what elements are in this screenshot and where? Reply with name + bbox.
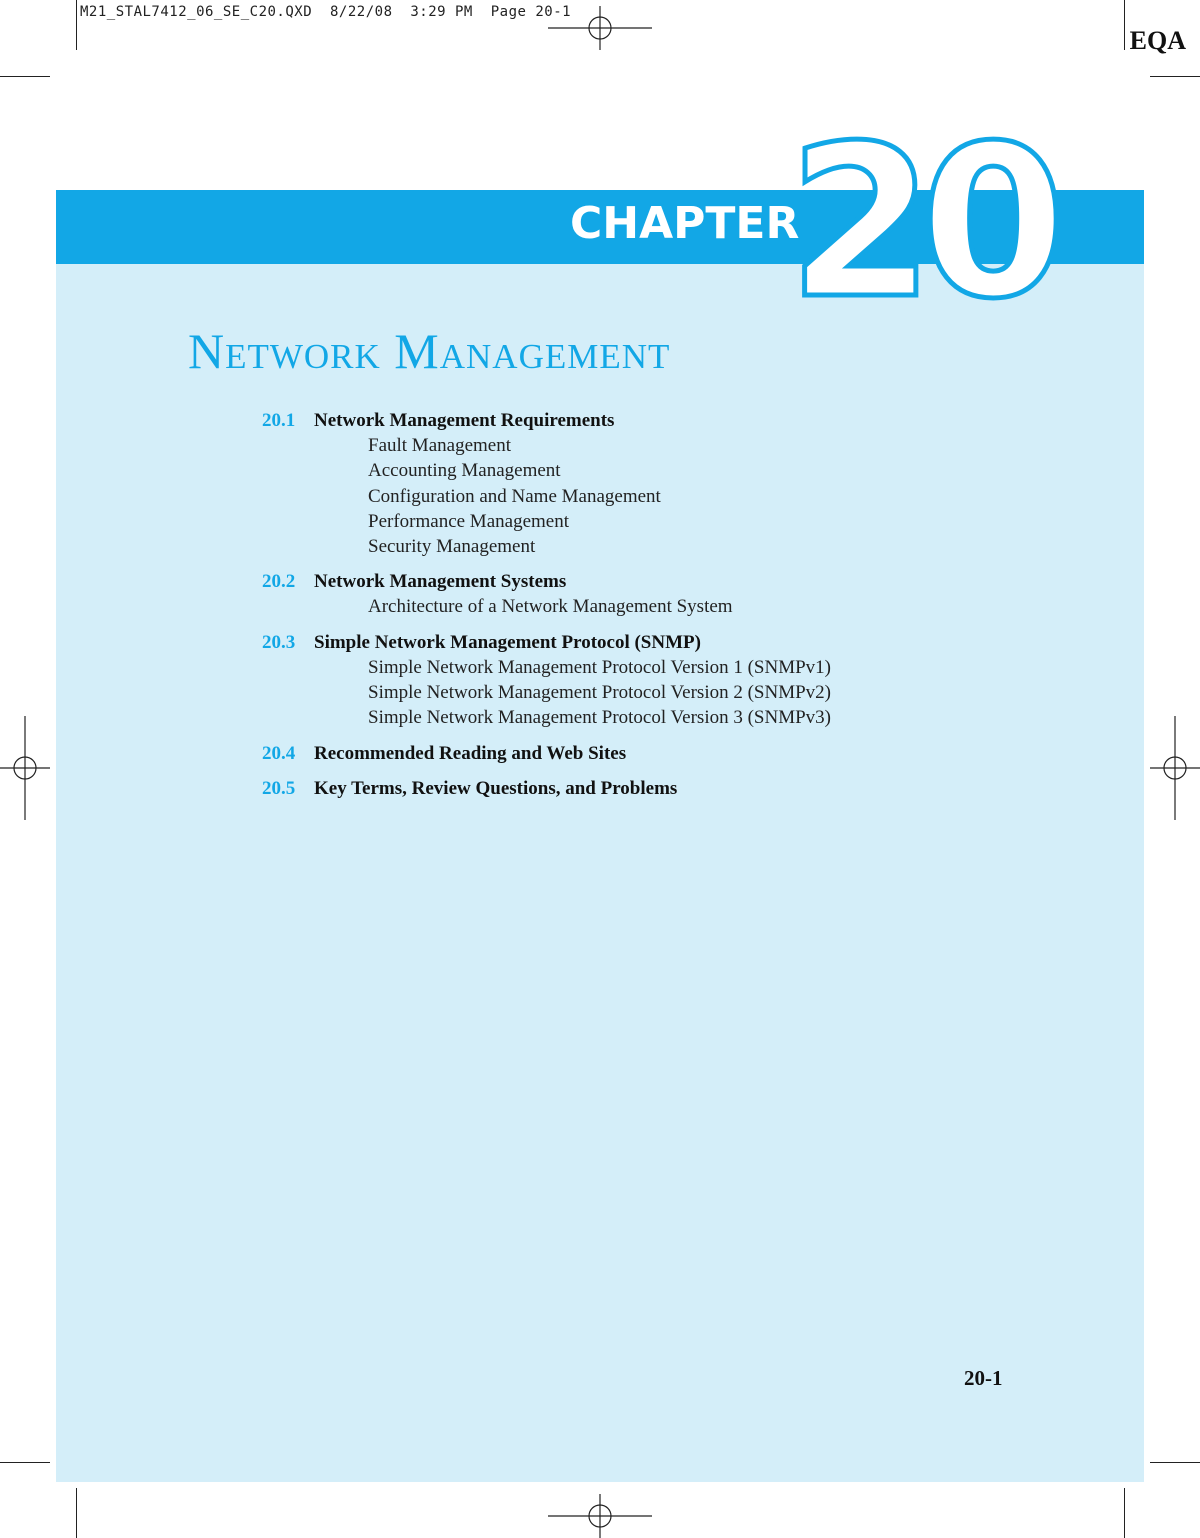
toc-section-title: Network Management Requirements (314, 410, 615, 431)
registration-mark-top (548, 6, 652, 50)
toc-section-number: 20.1 (262, 410, 296, 431)
toc-section (262, 776, 1022, 801)
crop-mark (1150, 1462, 1200, 1463)
toc-subsection[interactable]: Simple Network Management Protocol Version 3 (SNMPv3) (368, 707, 831, 729)
registration-mark-left (0, 716, 50, 820)
toc-section (262, 408, 1022, 559)
crop-mark (0, 1462, 50, 1463)
toc-subsection[interactable]: Configuration and Name Management (368, 485, 661, 507)
toc-section (262, 741, 1022, 766)
toc-section-heading[interactable] (262, 408, 1022, 433)
toc-section-heading[interactable] (262, 741, 1022, 766)
crop-mark (1150, 76, 1200, 77)
toc-section-title: Key Terms, Review Questions, and Problems (314, 777, 678, 799)
toc-subsection[interactable]: Fault Management (368, 435, 511, 456)
crop-mark (76, 0, 77, 50)
toc-section-number: 20.5 (262, 777, 296, 799)
toc-subsection[interactable]: Simple Network Management Protocol Version 2 (SNMPv2) (368, 682, 831, 704)
toc-subsection[interactable]: Architecture of a Network Management System (368, 596, 733, 618)
toc-section (262, 569, 1022, 619)
toc-section-title: Simple Network Management Protocol (SNMP) (314, 631, 701, 653)
toc-section-heading[interactable] (262, 630, 1022, 655)
crop-mark (1124, 1488, 1125, 1538)
printer-slug: M21_STAL7412_06_SE_C20.QXD 8/22/08 3:29 PM Page 20-1 (80, 4, 572, 20)
page-number: 20-1 (964, 1366, 1003, 1390)
crop-mark (76, 1488, 77, 1538)
toc-section (262, 630, 1022, 731)
toc-section-number: 20.4 (262, 742, 296, 764)
chapter-number: 20 (788, 100, 1053, 345)
toc-section-heading[interactable] (262, 569, 1022, 594)
crop-mark (0, 76, 50, 77)
toc-subsection[interactable]: Accounting Management (368, 460, 561, 482)
toc-subsection[interactable]: Security Management (368, 536, 536, 558)
registration-mark-right (1150, 716, 1200, 820)
chapter-label: CHAPTER (570, 198, 800, 249)
chapter-title: Network Management (188, 323, 671, 379)
toc-section-number: 20.3 (262, 631, 296, 653)
toc-section-title: Recommended Reading and Web Sites (314, 742, 627, 764)
toc-section-number: 20.2 (262, 571, 296, 593)
toc-section-heading[interactable] (262, 776, 1022, 801)
toc-section-title: Network Management Systems (314, 571, 567, 593)
registration-mark-bottom (548, 1494, 652, 1538)
table-of-contents (262, 408, 1022, 811)
corner-tag: EQA (1129, 26, 1186, 55)
toc-subsection[interactable]: Performance Management (368, 510, 569, 532)
page-panel (56, 190, 1144, 1482)
crop-mark (1124, 0, 1125, 50)
toc-subsection[interactable]: Simple Network Management Protocol Version 1 (SNMPv1) (368, 656, 831, 678)
